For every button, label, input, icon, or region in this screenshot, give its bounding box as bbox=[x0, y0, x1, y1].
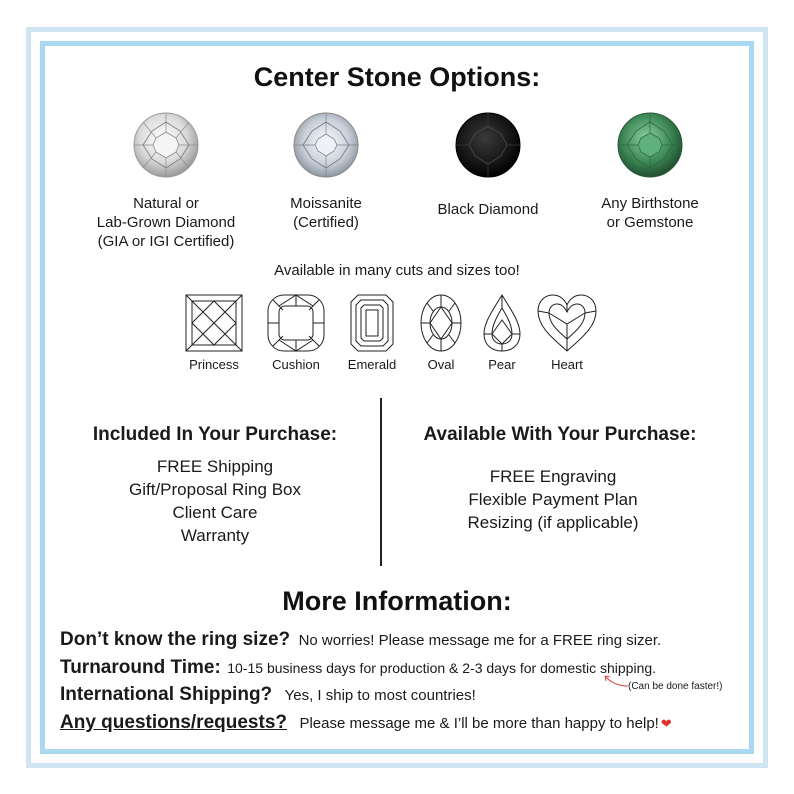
column-divider bbox=[380, 398, 382, 566]
list-item: Resizing (if applicable) bbox=[467, 513, 639, 532]
cut-label: Heart bbox=[551, 357, 583, 372]
info-key: Turnaround Time: bbox=[60, 657, 221, 678]
info-value: 10-15 business days for production & 2-3 days for domestic shipping. bbox=[227, 660, 657, 676]
list-item: Gift/Proposal Ring Box bbox=[129, 480, 301, 499]
cut-label: Oval bbox=[427, 357, 455, 372]
cut-emerald bbox=[332, 294, 412, 372]
cushion-cut-icon bbox=[267, 294, 325, 352]
included-heading: Included In Your Purchase: bbox=[92, 424, 338, 445]
info-value: No worries! Please message me for a FREE ring sizer. bbox=[298, 632, 662, 649]
info-key: Don’t know the ring size? bbox=[60, 629, 291, 650]
stone-label: Black Diamond bbox=[437, 201, 539, 218]
list-item: Warranty bbox=[180, 526, 250, 545]
cut-princess bbox=[174, 294, 254, 372]
stone-natural-diamond bbox=[78, 112, 254, 251]
page-title: Center Stone Options: bbox=[253, 62, 541, 92]
pear-cut-icon bbox=[483, 294, 521, 352]
info-key: International Shipping? bbox=[60, 684, 273, 705]
list-item: Flexible Payment Plan bbox=[468, 490, 638, 509]
cut-cushion bbox=[256, 294, 336, 372]
arrow-icon bbox=[603, 674, 629, 688]
stone-label: Moissanite (Certified) bbox=[290, 195, 362, 231]
faster-note: (Can be done faster!) bbox=[628, 681, 723, 692]
white-diamond-icon bbox=[133, 112, 199, 178]
heart-icon: ❤ bbox=[660, 716, 672, 731]
cut-label: Cushion bbox=[272, 357, 320, 372]
heart-cut-icon bbox=[537, 294, 597, 352]
more-info-title: More Information: bbox=[282, 586, 512, 616]
info-row-international bbox=[60, 684, 476, 706]
info-value: Yes, I ship to most countries! bbox=[284, 687, 476, 704]
info-row-ring-size bbox=[60, 629, 661, 651]
princess-cut-icon bbox=[185, 294, 243, 352]
green-gemstone-icon bbox=[617, 112, 683, 178]
moissanite-icon bbox=[293, 112, 359, 178]
list-item: FREE Shipping bbox=[156, 457, 274, 476]
included-list bbox=[60, 455, 370, 547]
cut-label: Pear bbox=[488, 357, 516, 372]
oval-cut-icon bbox=[420, 294, 462, 352]
available-heading: Available With Your Purchase: bbox=[423, 424, 697, 445]
available-list bbox=[440, 465, 666, 534]
stone-moissanite bbox=[256, 112, 396, 232]
stone-black-diamond bbox=[418, 112, 558, 219]
info-row-turnaround bbox=[60, 657, 656, 679]
cut-label: Emerald bbox=[347, 357, 397, 372]
list-item: FREE Engraving bbox=[489, 467, 617, 486]
black-diamond-icon bbox=[455, 112, 521, 178]
list-item: Client Care bbox=[172, 503, 258, 522]
cut-label: Princess bbox=[189, 357, 239, 372]
info-row-questions bbox=[60, 712, 672, 734]
stone-birthstone bbox=[580, 112, 720, 232]
info-value: Please message me & I’ll be more than happy to help! bbox=[299, 715, 659, 732]
info-key: Any questions/requests? bbox=[60, 712, 287, 733]
stone-label: Natural or Lab-Grown Diamond (GIA or IGI Certified) bbox=[96, 195, 236, 250]
stone-label: Any Birthstone or Gemstone bbox=[601, 195, 699, 231]
cut-heart bbox=[527, 294, 607, 372]
cuts-caption: Available in many cuts and sizes too! bbox=[274, 262, 520, 279]
emerald-cut-icon bbox=[350, 294, 394, 352]
